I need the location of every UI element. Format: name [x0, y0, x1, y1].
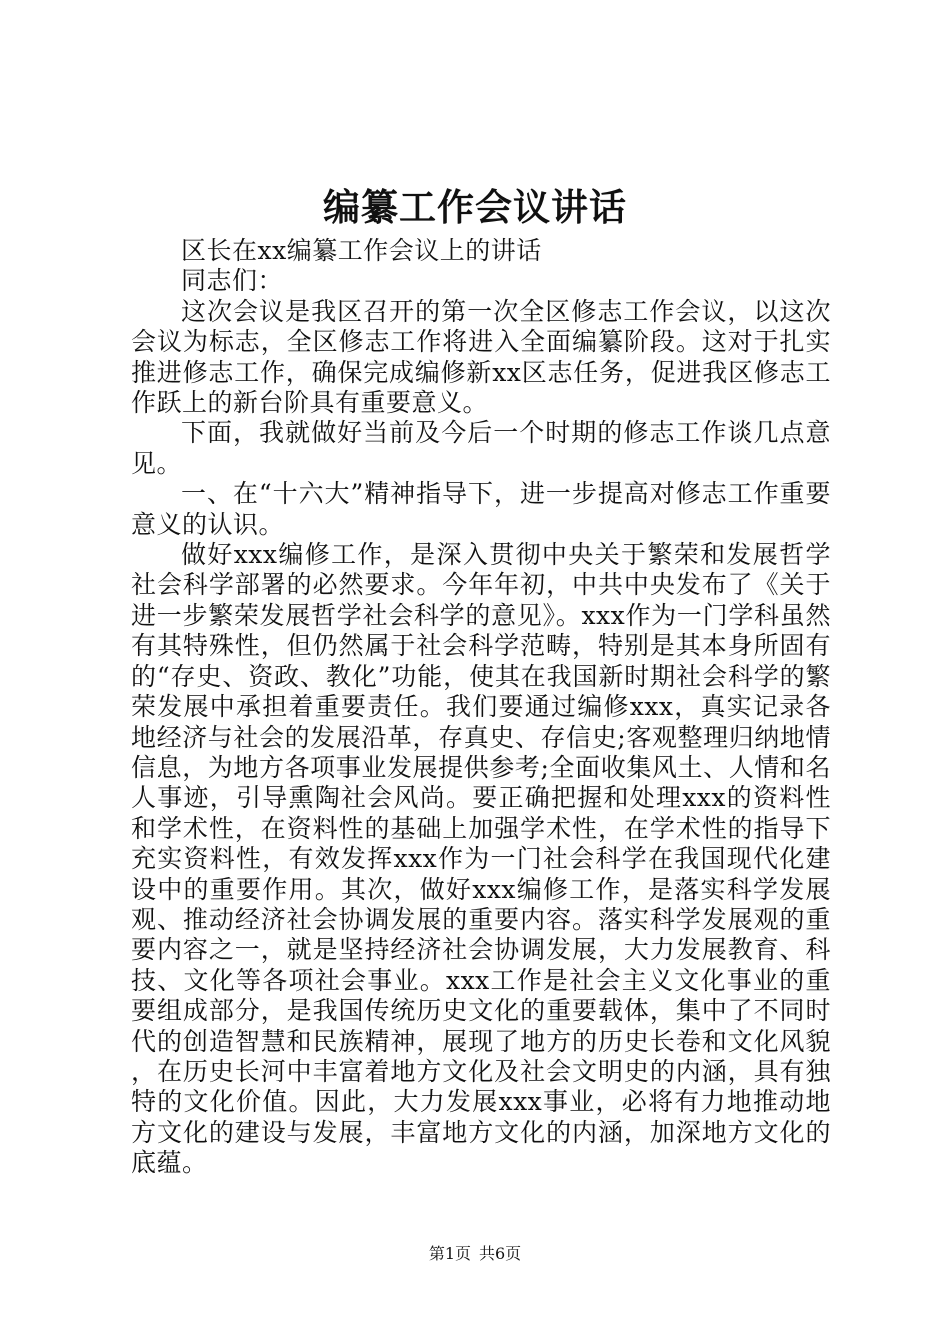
document-title: 编纂工作会议讲话	[323, 185, 627, 229]
page-footer	[0, 1244, 950, 1264]
body-paragraph: 做好xxx编修工作，是深入贯彻中央关于繁荣和发展哲学社会科学部署的必然要求。今年年初，中共中央发布了《关于进一步繁荣发展哲学社会科学的意见》。xxx作为一门学科虽然有其特殊性，但仍然属于社会科学范畴，特别是其本身所固有的“存史、资政、教化”功能，使其在我国新时期社会科学的繁荣发展中承担着重要责任。我们要通过编修xxx，真实记录各地经济与社会的发展沿革，存真史、存信史;客观整理归纳地情信息，为地方各项事业发展提供参考;全面收集风土、人情和名人事迹，引导熏陶社会风尚。要正确把握和处理xxx的资料性和学术性，在资料性的基础上加强学术性，在学术性的指导下充实资料性，有效发挥xxx作为一门社会科学在我国现代化建设中的重要作用。其次，做好xxx编修工作，是落实科学发展观、推动经济社会协调发展的重要内容。落实科学发展观的重要内容之一，就是坚持经济社会协调发展，大力发展教育、科技、文化等各项社会事业。xxx工作是社会主义文化事业的重要组成部分，是我国传统历史文化的重要载体，集中了不同时代的创造智慧和民族精神，展现了地方的历史长卷和文化风貌，在历史长河中丰富着地方文化及社会文明史的内涵，具有独特的文化价值。因此，大力发展xxx事业，必将有力地推动地方文化的建设与发展，丰富地方文化的内涵，加深地方文化的底蕴。	[131, 540, 831, 1178]
body-paragraph: 这次会议是我区召开的第一次全区修志工作会议，以这次会议为标志，全区修志工作将进入全面编纂阶段。这对于扎实推进修志工作，确保完成编修新xx区志任务，促进我区修志工作跃上的新台阶具有重要意义。	[131, 296, 831, 418]
body-paragraph: 下面，我就做好当前及今后一个时期的修志工作谈几点意见。	[131, 418, 831, 478]
page-number: 第1页	[428, 1244, 471, 1263]
subtitle-paragraph: 区长在xx编纂工作会议上的讲话	[181, 236, 542, 265]
section-heading: 一、在“十六大”精神指导下，进一步提高对修志工作重要意义的认识。	[131, 479, 831, 539]
page-total: 共6页	[479, 1244, 522, 1263]
salutation-paragraph: 同志们：	[181, 266, 284, 296]
document-body	[131, 236, 831, 1179]
